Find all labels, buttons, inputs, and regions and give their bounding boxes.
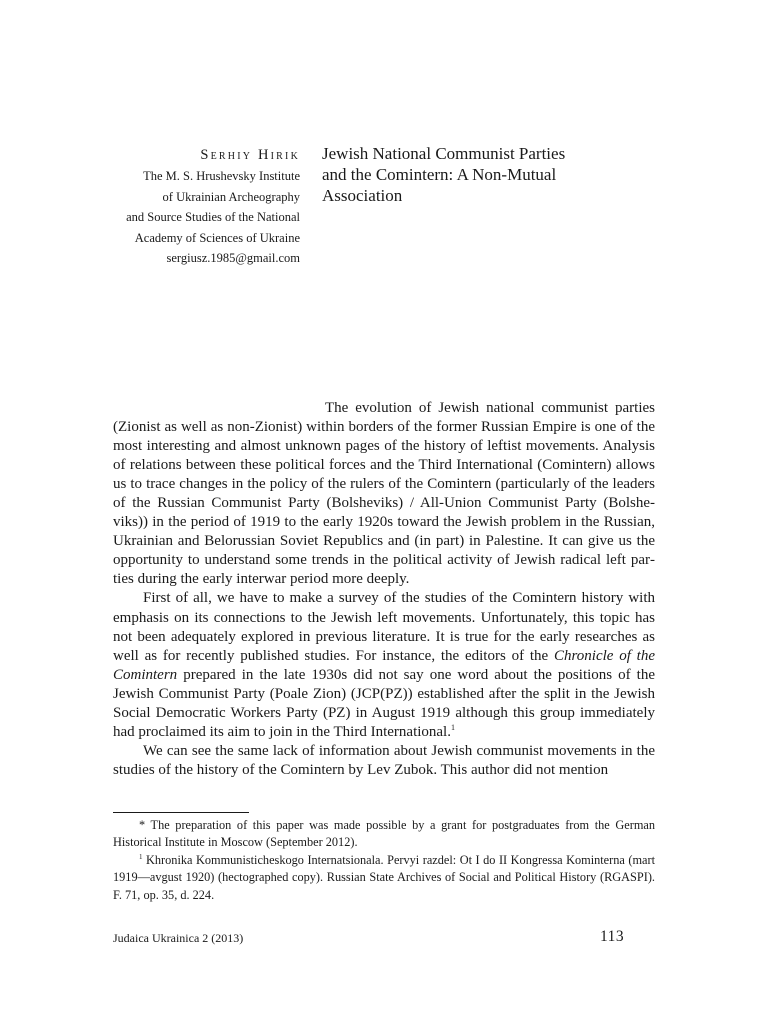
- body-paragraph-2: [113, 589, 655, 741]
- footnote-ref: 1: [450, 722, 455, 732]
- footnote-text: Khronika Kommunisticheskogo Internatsionala. Pervyi razdel: Ot I do II Kongressa Kominterna (mart 1919—avgust 1920) (hectographed copy). Russian State Archives of Social and Political History (RGASPI). F. 71, op. 35, d. 224.: [113, 852, 655, 902]
- article-body: [113, 399, 655, 780]
- article-title: [322, 143, 662, 206]
- title-line: Jewish National Communist Parties: [322, 144, 566, 163]
- body-text-run: prepared in the late 1930s did not say one word about the positions of the Jewish Communist Party (Poale Zion) (JCP(PZ)) established after the split in the Jewish Social Democratic Workers Party (PZ) in August 1919 although this group immediately had proclaimed its aim to join in the Third International.: [113, 666, 655, 740]
- affiliation-line: Academy of Sciences of Ukraine: [134, 230, 300, 245]
- footnotes: [113, 817, 655, 904]
- affiliation-line: The M. S. Hrushevsky Institute: [143, 169, 300, 183]
- body-text-run: First of all, we have to make a survey of the studies of the Comintern history with emphasis on its connections to the Jewish left movements. Unfortunately, this topic has not been adequately explored in previous literature. It is true for the early researches as well as for recently published studies. For instance, the editors of the: [113, 590, 655, 664]
- body-paragraph-3: We can see the same lack of information about Jewish communist movements in the studies of the history of the Comintern by Lev Zubok. This author did not mention: [113, 742, 655, 778]
- body-paragraph-1: The evolution of Jewish national communist parties (Zionist as well as non-Zionist) within borders of the former Russian Empire is one of the most interesting and almost unknown pages of the history of leftist movements. Analysis of relations between these political forces and the Third International (Comintern) allows us to trace changes in the policy of the rulers of the Comintern (particularly of the leaders of the Russian Communist Party (Bolsheviks) / All-Union Communist Party (Bolsheviks)) in the period of 1919 to the early 1920s toward the Jewish problem in the Russian, Ukrainian and Belorussian Soviet Republics and (in part) in Palestine. It can give us the opportunity to understand some trends in the political activity of Jewish radical left parties during the early interwar period more deeply.: [113, 400, 655, 588]
- author-name: Serhiy Hirik: [200, 147, 300, 163]
- italic-title: Chronicle of the Comintern: [113, 647, 655, 683]
- affiliation-line: and Source Studies of the National: [126, 210, 300, 224]
- footnote-mark: 1: [139, 852, 143, 861]
- affiliation-line: of Ukrainian Archeography: [162, 189, 300, 204]
- footnote-divider: [113, 812, 249, 813]
- footnote-star: * The preparation of this paper was made possible by a grant for postgraduates from the German Historical Institute in Moscow (September 2012).: [113, 818, 655, 850]
- author-block: [100, 146, 300, 269]
- page-number: 113: [600, 928, 625, 945]
- journal-citation: Judaica Ukrainica 2 (2013): [113, 931, 244, 945]
- title-line: and the Comintern: A Non-Mutual: [322, 165, 557, 184]
- footnote-1: [113, 852, 655, 904]
- author-email: sergiusz.1985@gmail.com: [166, 251, 300, 265]
- title-line: Association: [322, 186, 403, 205]
